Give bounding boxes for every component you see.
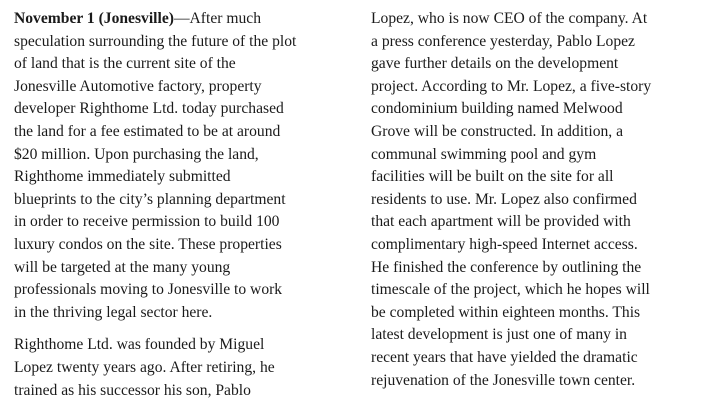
article-text-line: residents to use. Mr. Lopez also confirmed	[371, 190, 637, 208]
article-text-line: project. According to Mr. Lopez, a five-story	[371, 77, 652, 95]
article-text-line: the land for a fee estimated to be at around	[14, 122, 281, 140]
article-text-line: in the thriving legal sector here.	[14, 303, 213, 321]
article-text-line: After much	[189, 10, 261, 27]
article-text-line: timescale of the project, which he hopes will	[371, 281, 650, 299]
article-text-line: in order to receive permission to build 100	[14, 213, 280, 231]
article-text-line: recent years that have yielded the dramatic	[371, 348, 638, 366]
article-text-line: $20 million. Upon purchasing the land,	[14, 145, 259, 163]
article-text-line: Lopez, who is now CEO of the company. At	[371, 10, 648, 27]
article-text-line: developer Righthome Ltd. today purchased	[14, 100, 284, 118]
article-text-line: be completed within eighteen months. This	[371, 303, 641, 321]
article-text-line: Jonesville Automotive factory, property	[14, 77, 262, 95]
article-text-line: luxury condos on the site. These properties	[14, 235, 282, 253]
article-text-line: professionals moving to Jonesville to work	[14, 281, 283, 299]
article-text-line: will be targeted at the many young	[14, 258, 231, 276]
article-text-line: Grove will be constructed. In addition, a	[371, 122, 624, 140]
article-text-line: Righthome immediately submitted	[14, 168, 231, 186]
article-text-line: facilities will be built on the site for all	[371, 168, 614, 186]
paragraph-gap	[14, 324, 344, 334]
dateline: November 1 (Jonesville)	[14, 10, 174, 27]
article-text-line: He finished the conference by outlining the	[371, 258, 642, 276]
dateline-dash: —	[173, 10, 190, 27]
article-text-line: blueprints to the city’s planning department	[14, 190, 286, 208]
article-text-line: a press conference yesterday, Pablo Lopez	[371, 32, 635, 50]
article-text-line: latest development is just one of many in	[371, 326, 627, 344]
article-text-line: speculation surrounding the future of the plot	[14, 32, 297, 50]
article-text-line: Righthome Ltd. was founded by Miguel	[14, 336, 265, 354]
article-column-right	[371, 8, 701, 392]
article-text-line: communal swimming pool and gym	[371, 145, 597, 163]
article-column-left	[14, 8, 344, 402]
article-text-line: rejuvenation of the Jonesville town center.	[371, 371, 636, 389]
article-text-line: Lopez twenty years ago. After retiring, he	[14, 358, 275, 376]
article-text-line: trained as his successor his son, Pablo	[14, 381, 251, 399]
article-text-line: of land that is the current site of the	[14, 55, 236, 73]
article-text-line: complimentary high-speed Internet access.	[371, 235, 638, 253]
article-text-line: gave further details on the development	[371, 55, 619, 73]
article-text-line: that each apartment will be provided with	[371, 213, 631, 231]
article-text-line: condominium building named Melwood	[371, 100, 623, 118]
article-first-line	[14, 8, 344, 31]
